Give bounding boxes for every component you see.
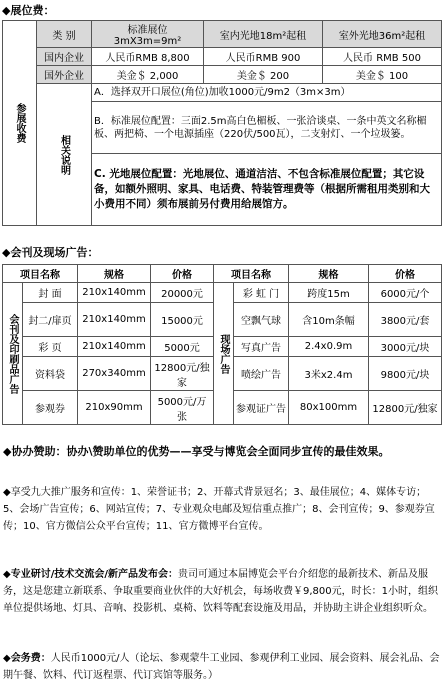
- ads-right-spec: 2.4x0.9m: [289, 337, 369, 357]
- ads-table: [2, 264, 442, 425]
- ads-left-price: 15000元: [151, 303, 214, 337]
- ads-right-spec: 80x100mm: [289, 391, 369, 425]
- ads-left-price: 5000元/万张: [151, 391, 214, 425]
- booth-row-domestic-label: 国内企业: [37, 48, 92, 66]
- ads-left-spec: 210x90mm: [78, 391, 151, 425]
- sponsor-block: [3, 443, 441, 461]
- seminar-text: 贵司可通过本届博览会平台介绍您的最新技术、新品及服务，这是您建立新联系、争取重要商业伙伴的大好机会，每场收费￥9,800元，时长：1小时，组织单位提供场地、灯具、音响、投影机、桌椅、饮料等配套设施及用品，并协助主讲企业组织听众。: [3, 569, 438, 614]
- ads-header-name-right: 项目名称: [214, 265, 289, 283]
- booth-cell: 美金＄ 100: [323, 66, 442, 84]
- ads-right-spec: 3米x2.4m: [289, 357, 369, 391]
- ads-header-spec-left: 规格: [78, 265, 151, 283]
- fees-heading: ◆会务费：: [3, 653, 51, 664]
- ads-right-spec: 含10m条幅: [289, 303, 369, 337]
- ads-left-price: 12800元/独家: [151, 357, 214, 391]
- ads-right-name: 彩 虹 门: [234, 283, 289, 303]
- ads-header-spec-right: 规格: [289, 265, 369, 283]
- ads-header-price-left: 价格: [151, 265, 214, 283]
- ads-right-name: 空飘气球: [234, 303, 289, 337]
- ads-right-price: 12800元/独家: [369, 391, 442, 425]
- booth-fee-table: [2, 20, 442, 226]
- ads-right-name: 写真广告: [234, 337, 289, 357]
- ads-header-name-left: 项目名称: [3, 265, 78, 283]
- booth-cell: 美金＄ 200: [204, 66, 323, 84]
- booth-notes-label: 相关说明: [37, 84, 92, 226]
- ads-heading: ◆会刊及现场广告：: [2, 246, 99, 259]
- ads-left-name: 资料袋: [23, 357, 78, 391]
- ads-left-spec: 210x140mm: [78, 337, 151, 357]
- ads-left-spec: 210x140mm: [78, 303, 151, 337]
- ads-left-name: 封二/扉页: [23, 303, 78, 337]
- ads-right-spec: 跨度15m: [289, 283, 369, 303]
- ads-right-price: 9800元/块: [369, 357, 442, 391]
- ads-left-spec: 270x340mm: [78, 357, 151, 391]
- booth-header-outdoor: 室外光地36m²起租: [323, 21, 442, 48]
- ads-right-price: 3800元/套: [369, 303, 442, 337]
- ads-left-spec: 210x140mm: [78, 283, 151, 303]
- ads-right-name: 参观证广告: [234, 391, 289, 425]
- booth-cell: 人民币RMB 900: [204, 48, 323, 66]
- booth-cell: 美金＄ 2,000: [92, 66, 204, 84]
- booth-header-indoor: 室内光地18m²起租: [204, 21, 323, 48]
- ads-right-name: 喷绘广告: [234, 357, 289, 391]
- booth-note-a: A．选择双开口展位(角位)加收1000元/9m2（3m×3m）: [92, 84, 442, 102]
- booth-fee-heading: ◆展位费：: [2, 4, 55, 17]
- services-text: ◆享受九大推广服务和宣传：1、荣誉证书；2、开幕式背景冠名；3、最佳展位；4、媒体专访；5、会场广告宣传；6、网站宣传；7、专业观众电邮及短信重点推广；8、会刊宣传；9、参观券宣传；10、官方微信公众平台宣传；11、官方微博平台宣传。: [3, 487, 435, 532]
- ads-left-group-label: 会刊及印刷品广告: [3, 283, 23, 425]
- fees-text: 人民币1000元/人（论坛、参观蒙牛工业园、参观伊利工业园、展会资料、展会礼品、会期午餐、饮料、代订返程票、代订宾馆等服务。）: [3, 653, 440, 681]
- booth-header-standard: 标准展位3mX3m=9m²: [92, 21, 204, 48]
- booth-row-foreign-label: 国外企业: [37, 66, 92, 84]
- sponsor-heading: ◆协办赞助：: [3, 445, 67, 458]
- ads-left-price: 20000元: [151, 283, 214, 303]
- seminar-block: [3, 566, 441, 617]
- booth-cell: 人民币RMB 8,800: [92, 48, 204, 66]
- ads-left-name: 彩 页: [23, 337, 78, 357]
- sponsor-text: 协办\赞助单位的优势——享受与博览会全面同步宣传的最佳效果。: [66, 445, 390, 458]
- seminar-heading: ◆专业研讨/技术交流会/新产品发布会：: [3, 569, 178, 580]
- ads-right-price: 6000元/个: [369, 283, 442, 303]
- booth-cell: 人民币 RMB 500: [323, 48, 442, 66]
- ads-left-name: 封 面: [23, 283, 78, 303]
- booth-header-category: 类 别: [37, 21, 92, 48]
- ads-right-price: 3000元/块: [369, 337, 442, 357]
- fees-block: [3, 650, 441, 684]
- ads-left-name: 参观券: [23, 391, 78, 425]
- booth-note-c: C. 光地展位配置：光地展位、通道洁洁、不包含标准展位配置；其它设备，如额外照明、家具、电话费、特装管理费等（根据所需租用类别和大小费用不同）须布展前另付费用给展馆方。: [92, 154, 442, 226]
- booth-side-label: 参展收费: [3, 21, 37, 226]
- ads-header-price-right: 价格: [369, 265, 442, 283]
- booth-note-b: B．标准展位配置：三面2.5m高白色楣板、一张洽谈桌、一条中英文名称楣板、两把椅、一个电源插座（220伏/500瓦），二支射灯、一个垃圾篓。: [92, 102, 442, 154]
- ads-right-group-label: 现场广告: [214, 283, 234, 425]
- ads-left-price: 5000元: [151, 337, 214, 357]
